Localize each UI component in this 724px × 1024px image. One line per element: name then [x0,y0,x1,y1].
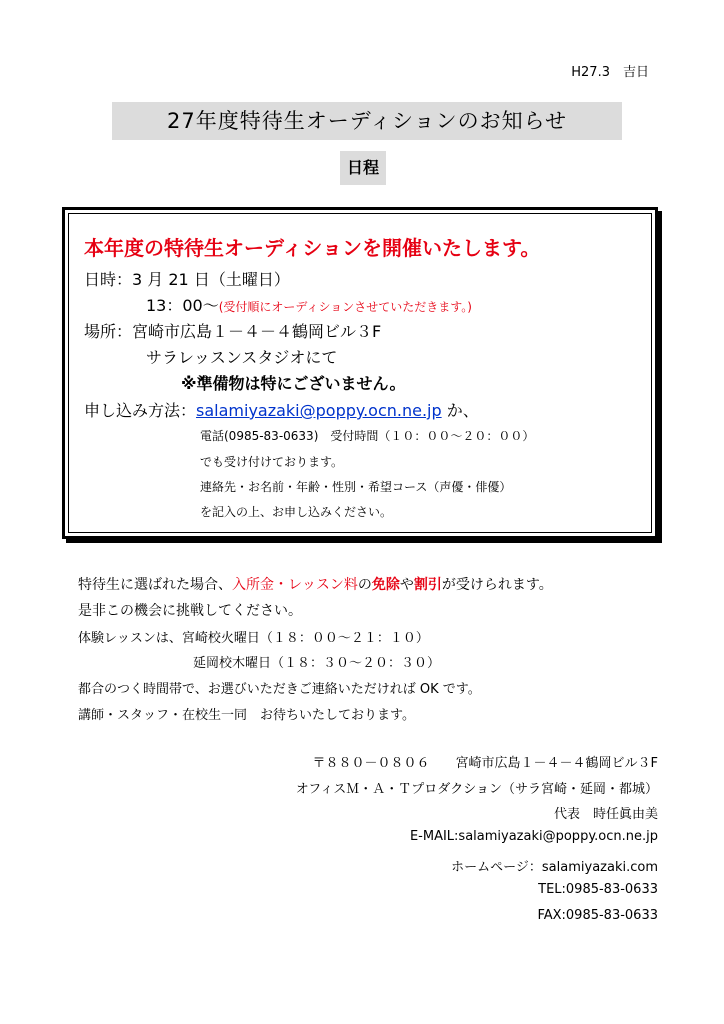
time-value: 13：00～ [146,296,219,315]
contact-representative: 代表 時任眞由美 [553,807,658,822]
trial-note: 都合のつく時間帯で、お選びいただきご連絡いただければ OK です。 [78,682,481,697]
apply-email-link[interactable]: salamiyazaki@poppy.ocn.ne.jp [196,401,442,420]
benefit-no: の [357,577,372,593]
benefit-suffix: が受けられます。 [441,577,553,593]
time-line [146,293,472,316]
apply-suffix: か、 [441,401,479,420]
benefit-prefix: 特待生に選ばれた場合、 [78,577,232,593]
place-address: 宮崎市広島１－４－４鶴岡ビル３F [132,322,382,341]
apply-method-line [84,398,479,421]
benefit-discount: 割引 [413,577,442,593]
document-title: 27年度特待生オーディションのお知らせ [112,102,622,140]
required-info-line-2: を記入の上、お申し込みください。 [200,505,393,519]
place-studio: サラレッスンスタジオにて [146,348,338,367]
phone-line: 電話(0985-83-0633) 受付時間（１０：００～２０：００） [200,429,535,443]
required-info-line: 連絡先・お名前・年齢・性別・希望コース（声優・俳優） [200,480,512,494]
trial-lesson-line-2: 延岡校木曜日（１８：３０～２０：３０） [193,656,441,671]
benefit-fee: 入所金・レッスン料 [232,577,358,593]
contact-fax: FAX:0985-83-0633 [537,908,658,923]
trial-lesson-line-1: 体験レッスンは、宮崎校火曜日（１８：００～２１：１０） [78,631,429,646]
phone-line-2: でも受け付けております。 [200,455,344,469]
contact-email[interactable]: E-MAIL:salamiyazaki@poppy.ocn.ne.jp [409,829,658,844]
benefit-ya: や [399,577,414,593]
contact-homepage[interactable]: ホームページ：salamiyazaki.com [451,860,658,875]
no-preparation-notice: ※準備物は特にございません。 [181,374,406,393]
closing-line: 講師・スタッフ・在校生一同 お待ちいたしております。 [78,708,415,723]
datetime-label: 日時： [84,270,133,289]
benefit-exempt: 免除 [371,577,400,593]
schedule-heading: 日程 [340,151,386,185]
contact-office: オフィスＭ・Ａ・Ｔプロダクション（サラ宮崎・延岡・都城） [295,782,658,797]
audition-headline: 本年度の特待生オーディションを開催いたします。 [84,236,541,260]
time-note: (受付順にオーディションさせていただきます。) [218,300,472,314]
date-value: 3 月 21 日（土曜日） [132,270,290,289]
contact-tel: TEL:0985-83-0633 [538,882,658,897]
place-label: 場所： [84,322,133,341]
contact-address: 〒８８０－０８０６ 宮崎市広島１－４－４鶴岡ビル３F [312,756,658,771]
place-line [84,319,381,342]
benefit-line [78,574,553,594]
challenge-line: 是非この機会に挑戦してください。 [78,603,302,619]
issue-date: H27.3 吉日 [571,65,649,80]
datetime-line [84,267,290,290]
apply-method-label: 申し込み方法： [84,401,197,420]
